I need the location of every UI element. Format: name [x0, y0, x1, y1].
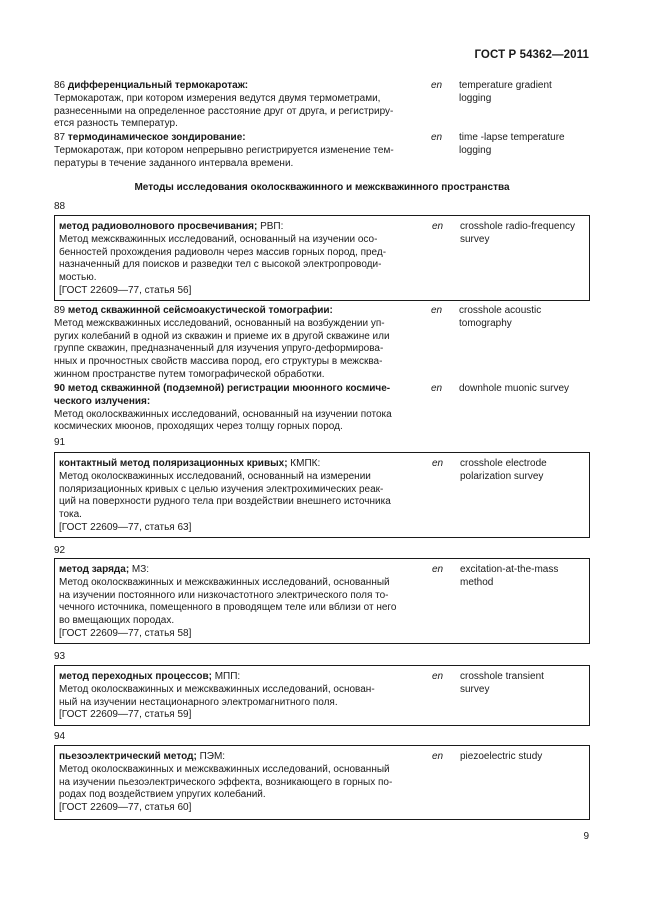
definition-line: Термокаротаж, при котором измерения ведутся двумя термометрами, [54, 92, 381, 104]
term-entry-93 [54, 665, 590, 726]
english-term-line: logging [459, 92, 492, 104]
definition-line: Метод межскважинных исследований, основанный на изучении осо- [59, 233, 378, 245]
definition-line: во вмещающих породах. [59, 615, 175, 627]
term-title: метод радиоволнового просвечивания; [59, 221, 258, 232]
definition-line: чечного источника, помещенного в проводящем теле или вблизи от него [59, 602, 397, 614]
source-reference: [ГОСТ 22609—77, статья 59] [59, 709, 192, 721]
definition-line: мостью. [59, 272, 97, 284]
definition-line: бенностей прохождения радиоволн через массив горных пород, пред- [59, 246, 387, 258]
definition-line: ный на изучении нестационарного электромагнитного поля. [59, 696, 338, 708]
language-code: en [431, 383, 443, 394]
term-title: пьезоэлектрический метод; [59, 751, 197, 762]
english-term-line: method [460, 576, 494, 588]
term-entry-86 [54, 80, 590, 132]
document-header: ГОСТ Р 54362—2011 [474, 49, 589, 61]
definition-line: Метод околоскважинных и межскважинных исследований, основанный [59, 576, 390, 588]
english-term-line: piezoelectric study [460, 751, 543, 762]
english-term [460, 564, 600, 590]
definition-line: Метод околоскважинных и межскважинных исследований, основанный [59, 763, 390, 775]
definition-line: разнесенными на определенное расстояние друг от друга, и регистриру- [54, 105, 394, 117]
term-abbreviation: МЗ: [129, 564, 150, 575]
entry-number: 91 [54, 437, 66, 448]
definition-line: поляризационных кривых с целью изучения электрохимических реак- [59, 483, 384, 495]
english-term [460, 458, 600, 484]
definition-line: ций на поверхности рудного тела при воздействии внешнего источника [59, 496, 391, 508]
definition-line: Метод околоскважинных и межскважинных исследований, основан- [59, 683, 375, 695]
language-code: en [432, 671, 444, 682]
term-title-continued: ческого излучения: [54, 395, 151, 407]
definition-line: Термокаротаж, при котором непрерывно регистрируется изменение тем- [54, 144, 394, 156]
term-abbreviation: МПП: [211, 671, 241, 682]
language-code: en [432, 751, 444, 762]
entry-number: 93 [54, 651, 66, 662]
english-term-line: time -lapse temperature [459, 132, 565, 143]
definition-line: тока. [59, 509, 82, 521]
english-term [459, 305, 599, 331]
entry-ru-text [59, 221, 419, 298]
definition-line: ется разность температур. [54, 118, 178, 130]
entry-number: 90 [54, 383, 66, 394]
term-title: термодинамическое зондирование: [67, 132, 246, 143]
language-code: en [432, 221, 444, 232]
definition-line: ругих колебаний в одной из скважин и приеме их в другой скважине или [54, 330, 390, 342]
term-title: метод переходных процессов; [59, 671, 212, 682]
english-term-line: excitation-at-the-mass [460, 564, 559, 575]
term-title: метод заряда; [59, 564, 130, 575]
entry-ru-text [54, 305, 416, 382]
entry-ru-text [59, 564, 419, 641]
definition-line: жинном пространстве путем томографической обработки. [54, 368, 325, 380]
term-entry-90 [54, 383, 590, 435]
english-term-line: logging [459, 144, 492, 156]
section-heading: Методы исследования околоскважинного и межскважинного пространства [134, 182, 510, 193]
english-term-line: temperature gradient [459, 80, 552, 91]
term-title: метод скважинной (подземной) регистрации мюонного космиче- [67, 383, 391, 394]
definition-line: Метод околоскважинных исследований, основанный на измерении [59, 470, 371, 482]
definition-line: на изучении пьезоэлектрического эффекта, возникающего в горных по- [59, 776, 393, 788]
entry-number: 86 [54, 80, 66, 91]
entry-number: 94 [54, 731, 66, 742]
english-term [459, 132, 599, 158]
english-term-line: crosshole electrode [460, 458, 547, 469]
definition-line: космических мюонов, проходящих через толщу горных пород. [54, 421, 343, 433]
english-term [460, 751, 600, 764]
entry-ru-text [54, 132, 416, 170]
term-entry-88 [54, 215, 590, 301]
definition-line: на изучении постоянного или низкочастотного электрического поля то- [59, 589, 389, 601]
definition-line: группе скважин, предназначенный для изучения упруго-деформирова- [54, 343, 384, 355]
definition-line: Метод околоскважинных исследований, основанный на изучении потока [54, 408, 392, 420]
language-code: en [432, 564, 444, 575]
english-term-line: polarization survey [460, 470, 544, 482]
term-abbreviation: КМПК: [287, 458, 321, 469]
term-title: дифференциальный термокаротаж: [67, 80, 249, 91]
english-term-line: downhole muonic survey [459, 383, 570, 394]
source-reference: [ГОСТ 22609—77, статья 60] [59, 802, 192, 814]
english-term [460, 671, 600, 697]
entry-ru-text [54, 383, 416, 434]
definition-line: нных и прочностных свойств массива пород, его структуры в межсква- [54, 356, 383, 368]
english-term [459, 383, 599, 396]
definition-line: назначенный для поисков и разведки тел с высокой электропроводи- [59, 259, 382, 271]
term-entry-87 [54, 132, 590, 172]
english-term-line: crosshole radio-frequency [460, 221, 576, 232]
source-reference: [ГОСТ 22609—77, статья 58] [59, 627, 192, 639]
english-term-line: survey [460, 683, 490, 695]
definition-line: родах под воздействием упругих колебаний. [59, 789, 266, 801]
entry-number: 87 [54, 132, 66, 143]
entry-number: 88 [54, 201, 66, 212]
entry-ru-text [59, 671, 419, 722]
language-code: en [431, 80, 443, 91]
page-number: 9 [583, 831, 589, 842]
source-reference: [ГОСТ 22609—77, статья 63] [59, 521, 192, 533]
english-term-line: tomography [459, 317, 512, 329]
term-title: контактный метод поляризационных кривых; [59, 458, 288, 469]
term-entry-89 [54, 305, 590, 383]
entry-ru-text [59, 751, 419, 815]
english-term-line: survey [460, 233, 490, 245]
language-code: en [431, 132, 443, 143]
term-entry-91 [54, 452, 590, 538]
term-entry-94 [54, 745, 590, 820]
definition-line: пературы в течение заданного интервала времени. [54, 157, 294, 169]
entry-ru-text [59, 458, 419, 535]
language-code: en [432, 458, 444, 469]
entry-number: 92 [54, 545, 66, 556]
source-reference: [ГОСТ 22609—77, статья 56] [59, 284, 192, 296]
entry-number: 89 [54, 305, 66, 316]
language-code: en [431, 305, 443, 316]
term-abbreviation: РВП: [257, 221, 284, 232]
english-term [460, 221, 600, 247]
term-title: метод скважинной сейсмоакустической томографии: [67, 305, 333, 316]
term-entry-92 [54, 558, 590, 644]
entry-ru-text [54, 80, 416, 131]
english-term-line: crosshole acoustic [459, 305, 542, 316]
definition-line: Метод межскважинных исследований, основанный на возбуждении уп- [54, 317, 385, 329]
term-abbreviation: ПЭМ: [196, 751, 226, 762]
english-term [459, 80, 599, 106]
english-term-line: crosshole transient [460, 671, 544, 682]
